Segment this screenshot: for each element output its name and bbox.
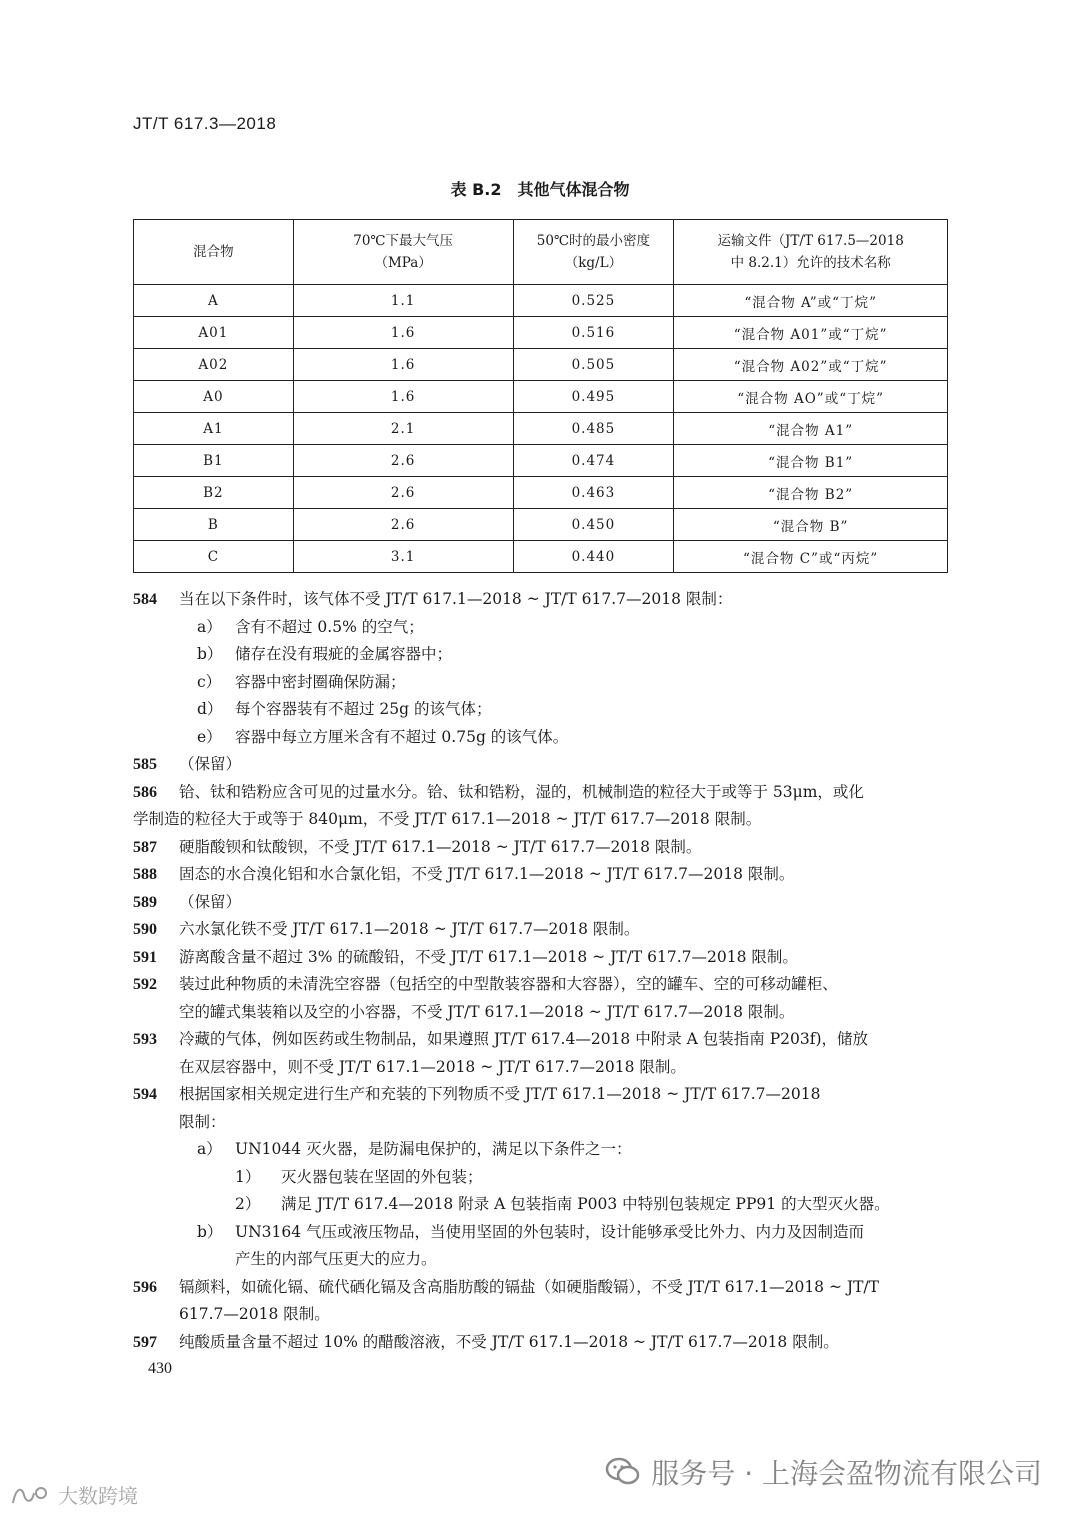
provision-number: 590 (133, 921, 157, 938)
provision-number: 596 (133, 1278, 157, 1296)
list-text: 产生的内部气压更大的应力。 (235, 1250, 437, 1268)
cell-density: 0.463 (513, 477, 674, 509)
col-header-pressure: 70℃下最大气压 （MPa） (293, 220, 513, 285)
list-item (133, 614, 948, 642)
cell-technical-name: “混合物 C”或“丙烷” (674, 541, 948, 573)
provision-588 (133, 861, 948, 889)
provision-text: 游离酸含量不超过 3% 的硫酸铅，不受 JT/T 617.1—2018 ~ JT/T 617.7—2018 限制。 (179, 947, 798, 966)
cell-pressure: 1.6 (293, 381, 513, 413)
provision-text: 硬脂酸钡和钛酸钡，不受 JT/T 617.1—2018 ~ JT/T 617.7—2018 限制。 (179, 837, 702, 856)
table-row (134, 509, 948, 541)
cell-mixture: B1 (134, 445, 294, 477)
cell-pressure: 1.6 (293, 317, 513, 349)
cell-density: 0.474 (513, 445, 674, 477)
table-row (134, 541, 948, 573)
cell-technical-name: “混合物 AO”或“丁烷” (674, 381, 948, 413)
cell-pressure: 1.1 (293, 285, 513, 317)
document-code: JT/T 617.3—2018 (133, 114, 277, 133)
list-label: a） (197, 1140, 222, 1158)
list-text: 灭火器包装在坚固的外包装； (281, 1167, 483, 1186)
provision-number: 591 (133, 948, 157, 966)
provision-594 (133, 1081, 948, 1109)
cell-pressure: 2.6 (293, 477, 513, 509)
brand-logo-icon (10, 1483, 52, 1507)
list-item (133, 1136, 948, 1164)
watermark-text: 服务号 · 上海会盈物流有限公司 (651, 1457, 1042, 1490)
provision-text: 铪、钛和锆粉应含可见的过量水分。铪、钛和锆粉，湿的，机械制造的粒径大于或等于 53μm，或化 (179, 782, 864, 801)
provision-593 (133, 1026, 948, 1054)
cell-density: 0.440 (513, 541, 674, 573)
provision-text: 镉颜料，如硫化镉、硫代硒化镉及含高脂肪酸的镉盐（如硬脂酸镉），不受 JT/T 617.1—2018 ~ JT/T (179, 1277, 879, 1296)
table-row (134, 317, 948, 349)
list-item (133, 669, 948, 697)
provision-text: 纯酸质量含量不超过 10% 的醋酸溶液，不受 JT/T 617.1—2018 ~ JT/T 617.7—2018 限制。 (179, 1332, 839, 1351)
list-text: 满足 JT/T 617.4—2018 附录 A 包装指南 P003 中特别包装规定 PP91 的大型灭火器。 (281, 1195, 890, 1213)
list-label: a） (197, 617, 222, 636)
cell-technical-name: “混合物 B” (674, 509, 948, 541)
cell-technical-name: “混合物 A1” (674, 413, 948, 445)
table-row (134, 349, 948, 381)
list-item (133, 641, 948, 669)
list-label: e） (197, 727, 222, 746)
list-text: UN1044 灭火器，是防漏电保护的，满足以下条件之一： (235, 1140, 632, 1158)
provision-number: 593 (133, 1031, 157, 1048)
sub-list-item (133, 1164, 948, 1192)
list-label: c） (197, 672, 222, 691)
provisions-body (133, 586, 948, 1356)
provision-text: 固态的水合溴化铝和水合氯化铝，不受 JT/T 617.1—2018 ~ JT/T 617.7—2018 限制。 (179, 865, 795, 883)
provision-number: 585 (133, 756, 157, 773)
table-header-row (134, 220, 948, 285)
list-item (133, 1219, 948, 1247)
watermark-text: 大数跨境 (58, 1484, 138, 1508)
cell-mixture: B (134, 509, 294, 541)
page-number: 430 (148, 1360, 172, 1377)
table-row (134, 413, 948, 445)
col-header-technical-name: 运输文件（JT/T 617.5—2018 中 8.2.1）允许的技术名称 (674, 220, 948, 285)
provision-586 (133, 779, 948, 807)
provision-text: 装过此种物质的未清洗空容器（包括空的中型散装容器和大容器），空的罐车、空的可移动罐柜、 (179, 975, 838, 993)
cell-mixture: B2 (134, 477, 294, 509)
watermark-brand (10, 1480, 138, 1509)
gas-mixture-table (133, 219, 948, 573)
provision-number: 588 (133, 866, 157, 883)
cell-density: 0.485 (513, 413, 674, 445)
provision-number: 592 (133, 976, 157, 993)
provision-584 (133, 586, 948, 614)
list-text: 容器中密封圈确保防漏； (235, 672, 406, 691)
sub-list-item (133, 1191, 948, 1219)
list-label: b） (197, 1222, 223, 1241)
cell-density: 0.516 (513, 317, 674, 349)
cell-technical-name: “混合物 A01”或“丁烷” (674, 317, 948, 349)
provision-text-continued: 限制： (179, 1112, 226, 1131)
provision-587 (133, 834, 948, 862)
provision-text: 六水氯化铁不受 JT/T 617.1—2018 ~ JT/T 617.7—2018 限制。 (179, 920, 640, 938)
list-text: 每个容器装有不超过 25g 的该气体； (235, 700, 492, 718)
cell-density: 0.505 (513, 349, 674, 381)
cell-pressure: 2.6 (293, 509, 513, 541)
provision-596-continued (133, 1301, 948, 1329)
provision-text: 冷藏的气体，例如医药或生物制品，如果遵照 JT/T 617.4—2018 中附录 A 包装指南 P203f)，储放 (179, 1030, 868, 1048)
provision-591 (133, 944, 948, 972)
cell-density: 0.450 (513, 509, 674, 541)
provision-592-continued (133, 999, 948, 1027)
col-header-density: 50℃时的最小密度 （kg/L） (513, 220, 674, 285)
list-item-continued (133, 1246, 948, 1274)
provision-number: 587 (133, 838, 157, 856)
provision-text-continued: 学制造的粒径大于或等于 840μm，不受 JT/T 617.1—2018 ~ JT/T 617.7—2018 限制。 (133, 810, 762, 828)
provision-592 (133, 971, 948, 999)
list-label: d） (197, 700, 223, 718)
cell-technical-name: “混合物 B1” (674, 445, 948, 477)
provision-text: 当在以下条件时，该气体不受 JT/T 617.1—2018 ~ JT/T 617.7—2018 限制： (179, 590, 733, 608)
table-title: 表 B.2 其他气体混合物 (450, 180, 630, 199)
col-header-mixture: 混合物 (134, 220, 294, 285)
provision-593-continued (133, 1054, 948, 1082)
list-label: b） (197, 645, 223, 663)
list-text: 储存在没有瑕疵的金属容器中； (235, 645, 453, 663)
table-row (134, 285, 948, 317)
provision-number: 594 (133, 1086, 157, 1103)
list-text: 含有不超过 0.5% 的空气； (235, 617, 424, 636)
provision-number: 584 (133, 591, 157, 608)
provision-597 (133, 1329, 948, 1357)
cell-density: 0.495 (513, 381, 674, 413)
wechat-icon (605, 1457, 641, 1487)
provision-585 (133, 751, 948, 779)
provision-number: 586 (133, 783, 157, 801)
cell-technical-name: “混合物 A02”或“丁烷” (674, 349, 948, 381)
provision-text-continued: 在双层容器中，则不受 JT/T 617.1—2018 ~ JT/T 617.7—2018 限制。 (179, 1057, 686, 1076)
cell-density: 0.525 (513, 285, 674, 317)
cell-pressure: 3.1 (293, 541, 513, 573)
list-label: 1） (235, 1167, 261, 1186)
watermark-service-account (605, 1452, 1042, 1492)
cell-mixture: A01 (134, 317, 294, 349)
provision-594-continued (133, 1109, 948, 1137)
cell-mixture: A (134, 285, 294, 317)
list-item (133, 696, 948, 724)
provision-596 (133, 1274, 948, 1302)
provision-text: （保留） (179, 892, 242, 911)
cell-pressure: 2.1 (293, 413, 513, 445)
cell-technical-name: “混合物 A”或“丁烷” (674, 285, 948, 317)
cell-mixture: C (134, 541, 294, 573)
provision-590 (133, 916, 948, 944)
provision-text-continued: 空的罐式集装箱以及空的小容器，不受 JT/T 617.1—2018 ~ JT/T 617.7—2018 限制。 (179, 1002, 795, 1021)
cell-mixture: A02 (134, 349, 294, 381)
list-text: 容器中每立方厘米含有不超过 0.75g 的该气体。 (235, 727, 569, 746)
provision-text-continued: 617.7—2018 限制。 (179, 1305, 330, 1323)
cell-pressure: 2.6 (293, 445, 513, 477)
provision-number: 589 (133, 893, 157, 911)
table-row (134, 381, 948, 413)
provision-589 (133, 889, 948, 917)
cell-technical-name: “混合物 B2” (674, 477, 948, 509)
list-item (133, 724, 948, 752)
list-label: 2） (235, 1195, 261, 1213)
table-row (134, 445, 948, 477)
cell-pressure: 1.6 (293, 349, 513, 381)
provision-text: 根据国家相关规定进行生产和充装的下列物质不受 JT/T 617.1—2018 ~ JT/T 617.7—2018 (179, 1085, 821, 1103)
cell-mixture: A1 (134, 413, 294, 445)
provision-number: 597 (133, 1333, 157, 1351)
list-text: UN3164 气压或液压物品，当使用坚固的外包装时，设计能够承受比外力、内力及因制造而 (235, 1222, 865, 1241)
cell-mixture: A0 (134, 381, 294, 413)
provision-text: （保留） (179, 755, 242, 773)
table-row (134, 477, 948, 509)
